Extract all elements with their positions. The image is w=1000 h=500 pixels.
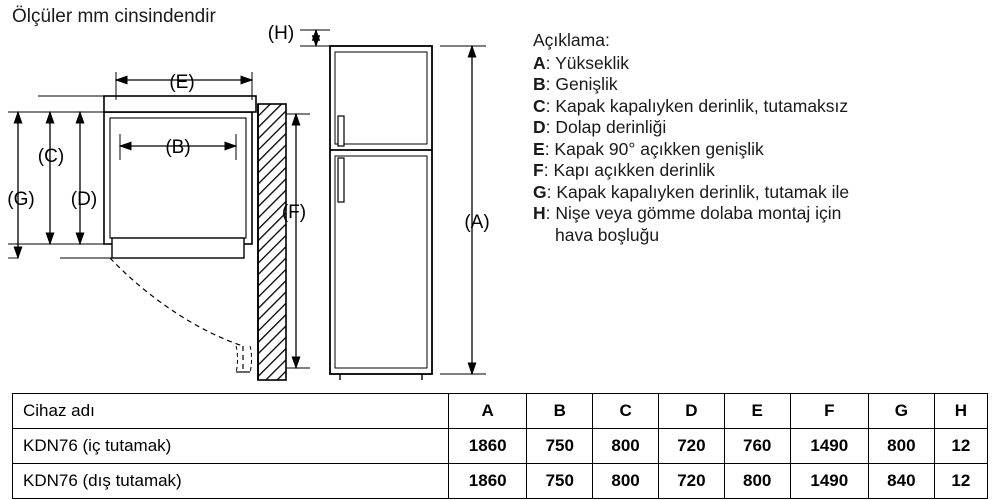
dimension-label-d: (D) [70,189,98,210]
table-cell-h: 12 [934,464,987,499]
table-header-name: Cihaz adı [13,394,449,429]
table-cell-c: 800 [593,464,659,499]
legend-item-d: D: Dolap derinliği [533,117,667,137]
legend-title: Açıklama: [533,30,610,50]
legend-item-b: B: Genişlik [533,74,618,94]
table-cell-d: 720 [658,464,724,499]
legend-text-f: Kapı açıkken derinlik [553,160,715,180]
legend-item-h-continued: hava boşluğu [555,224,660,245]
legend-key-g: G [533,181,547,202]
table-cell-f: 1490 [790,464,868,499]
table-cell-e: 760 [724,429,790,464]
table-cell-g: 800 [868,429,934,464]
table-header-a: A [449,394,527,429]
legend-key-a: A [533,52,546,73]
legend-key-f: F [533,160,544,180]
legend-text-e: Kapak 90° açıkken genişlik [554,138,764,159]
table-header-h: H [934,394,987,429]
units-note: Ölçüler mm cinsindendir [12,6,216,27]
dimension-label-b: (B) [165,137,191,158]
table-row [13,464,988,499]
dimension-label-c: (C) [37,146,65,167]
legend-text-g: Kapak kapalıyken derinlik, tutamak ile [556,181,850,202]
appliance-dimension-drawing [0,0,520,395]
dimensions-table [12,393,988,499]
legend [533,30,993,246]
table-cell-h: 12 [934,429,987,464]
legend-item-a: A: Yükseklik [533,52,629,73]
table-cell-model-name: KDN76 (dış tutamak) [13,464,449,499]
table-header-d: D [658,394,724,429]
legend-key-b: B [533,74,546,94]
legend-text-c: Kapak kapalıyken derinlik, tutamaksız [555,95,849,116]
table-header-c: C [593,394,659,429]
legend-text-b: Genişlik [555,74,618,94]
dimension-label-e: (E) [169,72,195,93]
table-cell-d: 720 [658,429,724,464]
dimension-label-a: (A) [464,212,490,233]
legend-key-d: D [533,117,546,137]
legend-text-a: Yükseklik [555,52,629,73]
legend-item-h: H: Nişe veya gömme dolaba montaj için [533,203,842,223]
table-cell-b: 750 [527,464,593,499]
table-header-f: F [790,394,868,429]
legend-key-h: H [533,203,546,223]
legend-item-c: C: Kapak kapalıyken derinlik, tutamaksız [533,95,849,116]
table-cell-f: 1490 [790,429,868,464]
table-cell-model-name: KDN76 (iç tutamak) [13,429,449,464]
legend-key-e: E [533,138,545,159]
legend-text-d: Dolap derinliği [555,117,667,137]
dimension-label-g: (G) [7,189,35,210]
table-cell-a: 1860 [449,464,527,499]
table-header-g: G [868,394,934,429]
table-header-e: E [724,394,790,429]
table-cell-e: 800 [724,464,790,499]
table-cell-c: 800 [593,429,659,464]
table-cell-b: 750 [527,429,593,464]
legend-item-f: F: Kapı açıkken derinlik [533,160,715,180]
table-header-b: B [527,394,593,429]
table-header-row [13,394,988,429]
table-cell-a: 1860 [449,429,527,464]
legend-text-h: Nişe veya gömme dolaba montaj için [555,203,842,223]
legend-item-g: G: Kapak kapalıyken derinlik, tutamak ile [533,181,850,202]
legend-key-c: C [533,95,546,116]
dimension-label-f: (F) [281,202,307,223]
legend-item-e: E: Kapak 90° açıkken genişlik [533,138,764,159]
table-row [13,429,988,464]
table-cell-g: 840 [868,464,934,499]
dimension-label-h: (H) [267,23,295,44]
